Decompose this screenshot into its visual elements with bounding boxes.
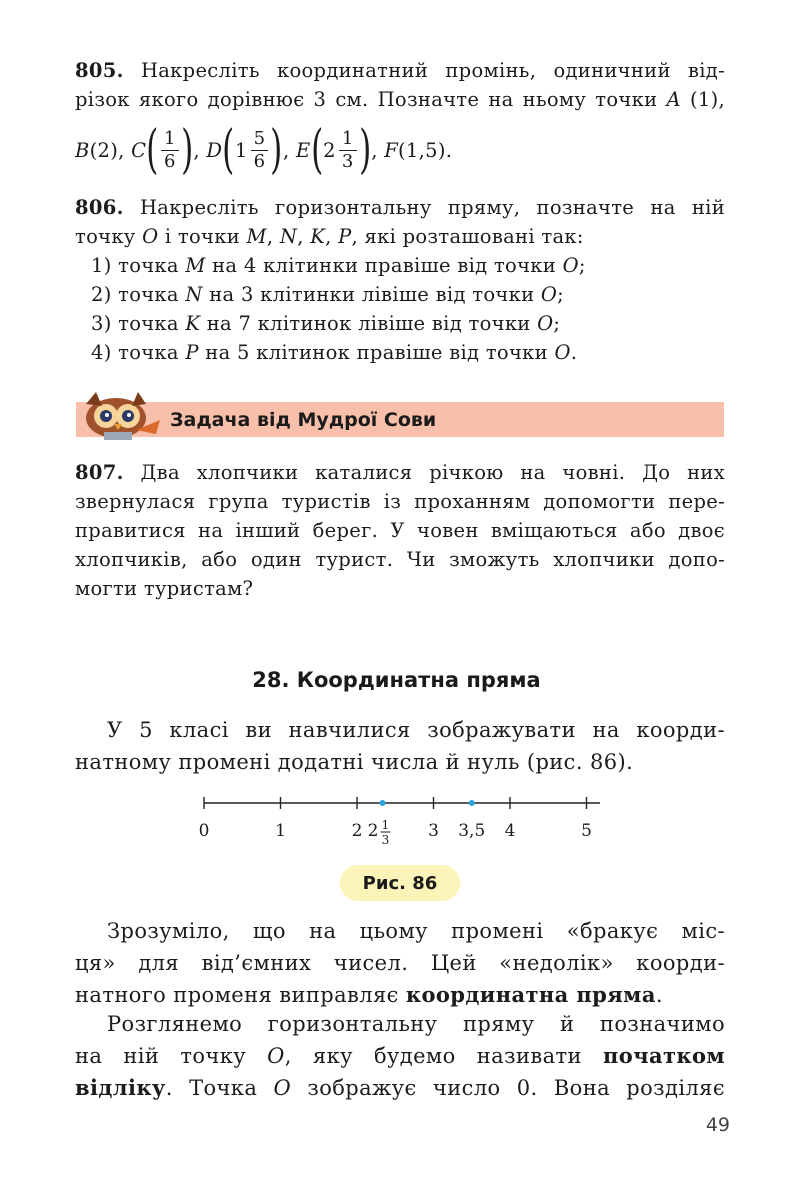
list-item: 4) точка P на 5 клітинок правіше від точки O.	[91, 341, 578, 364]
paragraph-2: Зрозуміло, що на цьому промені «бракує міс- ця» для від’ємних чисел. Цей «недолік» коорди- натного променя виправляє координатна пряма.	[75, 919, 725, 1007]
problem-806-list	[91, 251, 731, 367]
problem-number: 807.	[75, 461, 124, 484]
page-number: 49	[705, 1114, 730, 1136]
fraction-c: ( $\frac{1}{6}$ )	[146, 120, 194, 180]
banner-title: Задача від Мудрої Сови	[170, 409, 437, 431]
point-label-numerator: 1	[381, 818, 390, 832]
problem-805: 805. Накресліть координатний промінь, одиничний від- різок якого дорівнює 3 см. Позначте на ньому точки A (1),	[75, 59, 726, 111]
tick-label: 0	[198, 821, 210, 841]
point-label-whole: 2	[367, 821, 379, 841]
problem-805-points: B (2), C ( $\frac{1}{6}$ ) , D ( 1 $\frac{5}{6}$ ) , E ( 2 $\frac{1}{3}$ ) , F (1,5).	[75, 120, 453, 180]
tick-label: 4	[504, 821, 516, 841]
fraction-e: ( 2 $\frac{1}{3}$ )	[310, 120, 372, 180]
tick-label: 2	[351, 821, 363, 841]
point-label: 3,5	[458, 821, 486, 841]
fraction-d: ( 1 $\frac{5}{6}$ )	[222, 120, 283, 180]
paragraph-3: Розглянемо горизонтальну пряму й позначимо на ній точку O, яку будемо називати початком відліку. Точка O зображує число 0. Вона розділяє	[75, 1012, 725, 1100]
tick-label: 3	[428, 821, 439, 841]
point-marker	[379, 800, 385, 806]
section-heading: 28. Координатна пряма	[252, 668, 541, 692]
problem-807: 807. Два хлопчики каталися річкою на човні. До них звернулася група туристів із проханням допомогти пере- правитися на інший берег. У човен вміщаються або двоє хлопчиків, або один турист. Чи зможуть хлопчики допо- могти туристам?	[75, 461, 725, 600]
tick-label: 1	[275, 821, 286, 841]
owl-icon	[76, 386, 164, 444]
intro-paragraph: У 5 класі ви навчилися зображувати на коорди- натному промені додатні числа й нуль (рис. 86).	[75, 718, 725, 774]
problem-number: 805.	[75, 59, 124, 82]
point-marker	[469, 800, 475, 806]
problem-number: 806.	[75, 196, 124, 219]
list-item: 2) точка N на 3 клітинки лівіше від точки O;	[91, 283, 565, 306]
coordinate-ray-figure	[190, 786, 610, 856]
list-item: 1) точка M на 4 клітинки правіше від точки O;	[91, 254, 586, 277]
problem-806: 806. Накресліть горизонтальну пряму, позначте на ній точку O і точки M, N, K, P, які розташовані так:	[75, 196, 725, 248]
figure-caption: Рис. 86	[340, 865, 460, 901]
tick-label: 5	[581, 821, 592, 841]
list-item: 3) точка K на 7 клітинок лівіше від точки O;	[91, 312, 561, 335]
point-label-denominator: 3	[381, 833, 390, 847]
